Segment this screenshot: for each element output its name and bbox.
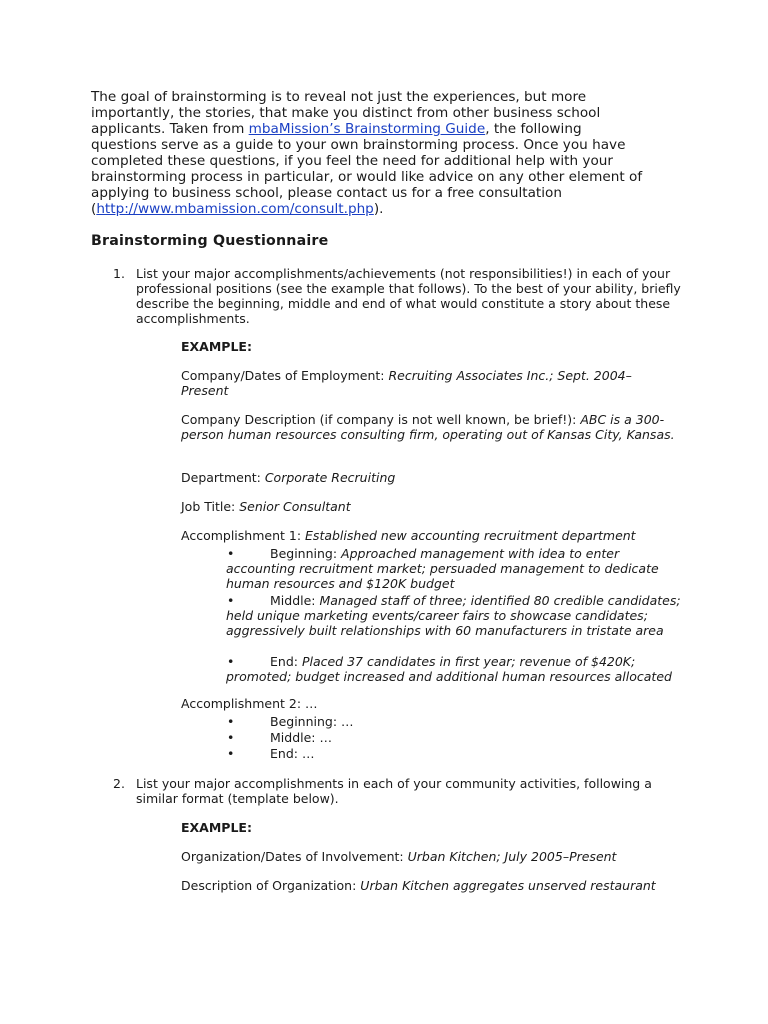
job-title-label: Job Title:	[181, 499, 240, 514]
item-2-text: List your major accomplishments in each of your community activities, following a similar format (template below).	[136, 776, 652, 806]
organization-dates-value: Urban Kitchen; July 2005–Present	[407, 849, 617, 864]
bullet-label: Beginning: …	[270, 714, 354, 729]
organization-dates-label: Organization/Dates of Involvement:	[181, 849, 408, 864]
bullet-value: Approached management with idea to enter accounting recruitment market; persuaded management to dedicate human resources and $120K budget	[226, 546, 659, 591]
bullet-value: Managed staff of three; identified 80 credible candidates; held unique marketing events/career fairs to showcase candidates; aggressively built relationships with 60 manufacturers in tristate area	[226, 593, 681, 638]
item-1-number: 1.	[113, 266, 125, 281]
company-dates-label: Company/Dates of Employment:	[181, 368, 389, 383]
company-dates	[181, 369, 676, 398]
bullet-icon: •	[227, 546, 235, 561]
department	[181, 471, 676, 486]
job-title	[181, 500, 676, 515]
bullet-label: Middle:	[270, 593, 320, 608]
organization-description	[181, 879, 676, 894]
accomplishment-1-label: Accomplishment 1:	[181, 528, 306, 543]
department-value: Corporate Recruiting	[264, 470, 396, 485]
accomplishment-1-value: Established new accounting recruitment department	[305, 528, 636, 543]
company-description	[181, 413, 676, 442]
bullet-icon: •	[227, 746, 235, 761]
item-1-text: List your major accomplishments/achievements (not responsibilities!) in each of your professional positions (see the example that follows). To the best of your ability, briefly describe the beginning, middle and end of what would constitute a story about these accomplishments.	[136, 266, 681, 326]
item-2-number: 2.	[113, 776, 125, 791]
bullet-icon: •	[227, 654, 235, 669]
company-description-label: Company Description (if company is not well known, be brief!):	[181, 412, 581, 427]
job-title-value: Senior Consultant	[239, 499, 351, 514]
bullet-label: End:	[270, 654, 302, 669]
organization-description-label: Description of Organization:	[181, 878, 361, 893]
accomplishment-1	[181, 529, 676, 544]
bullet-icon: •	[227, 714, 235, 729]
bullet-icon: •	[227, 593, 235, 608]
organization-description-value: Urban Kitchen aggregates unserved restaurant	[360, 878, 656, 893]
company-description-value: ABC is a 300-person human resources consulting firm, operating out of Kansas City, Kansas.	[181, 412, 675, 442]
accomplishment-1-middle	[226, 593, 681, 638]
example-1-label: EXAMPLE:	[181, 339, 252, 354]
company-dates-value: Recruiting Associates Inc.; Sept. 2004–Present	[181, 368, 632, 398]
consult-link[interactable]: http://www.mbamission.com/consult.php	[96, 201, 374, 217]
organization-dates	[181, 850, 676, 865]
bullet-label: Beginning:	[270, 546, 342, 561]
accomplishment-1-end	[226, 654, 681, 684]
accomplishment-2-label: Accomplishment 2: …	[181, 696, 318, 711]
brainstorming-guide-link[interactable]: mbaMission’s Brainstorming Guide	[248, 121, 486, 137]
bullet-label: Middle: …	[270, 730, 332, 745]
intro-text-start: The goal of brainstorming is to reveal not just the experiences, but more importantly, the stories, that make you distinct from other business school applicants. Taken from	[91, 89, 601, 137]
bullet-icon: •	[227, 730, 235, 745]
accomplishment-2-beginning	[226, 714, 681, 729]
questionnaire-heading: Brainstorming Questionnaire	[91, 233, 329, 249]
accomplishment-1-beginning	[226, 546, 681, 591]
intro-text-end: ).	[373, 201, 384, 217]
intro-paragraph	[91, 89, 651, 217]
intro-text-middle: , the following questions serve as a guide to your own brainstorming process. Once you have completed these questions, if you feel the need for additional help with your brainstorming process in particular, or would like advice on any other element of applying to business school, please contact us for a free consultation (	[91, 121, 643, 217]
bullet-value: Placed 37 candidates in first year; revenue of $420K; promoted; budget increased and additional human resources allocated	[226, 654, 672, 684]
accomplishment-2-end	[226, 746, 681, 761]
example-2-label: EXAMPLE:	[181, 820, 252, 835]
bullet-label: End: …	[270, 746, 315, 761]
accomplishment-2-middle	[226, 730, 681, 745]
department-label: Department:	[181, 470, 265, 485]
